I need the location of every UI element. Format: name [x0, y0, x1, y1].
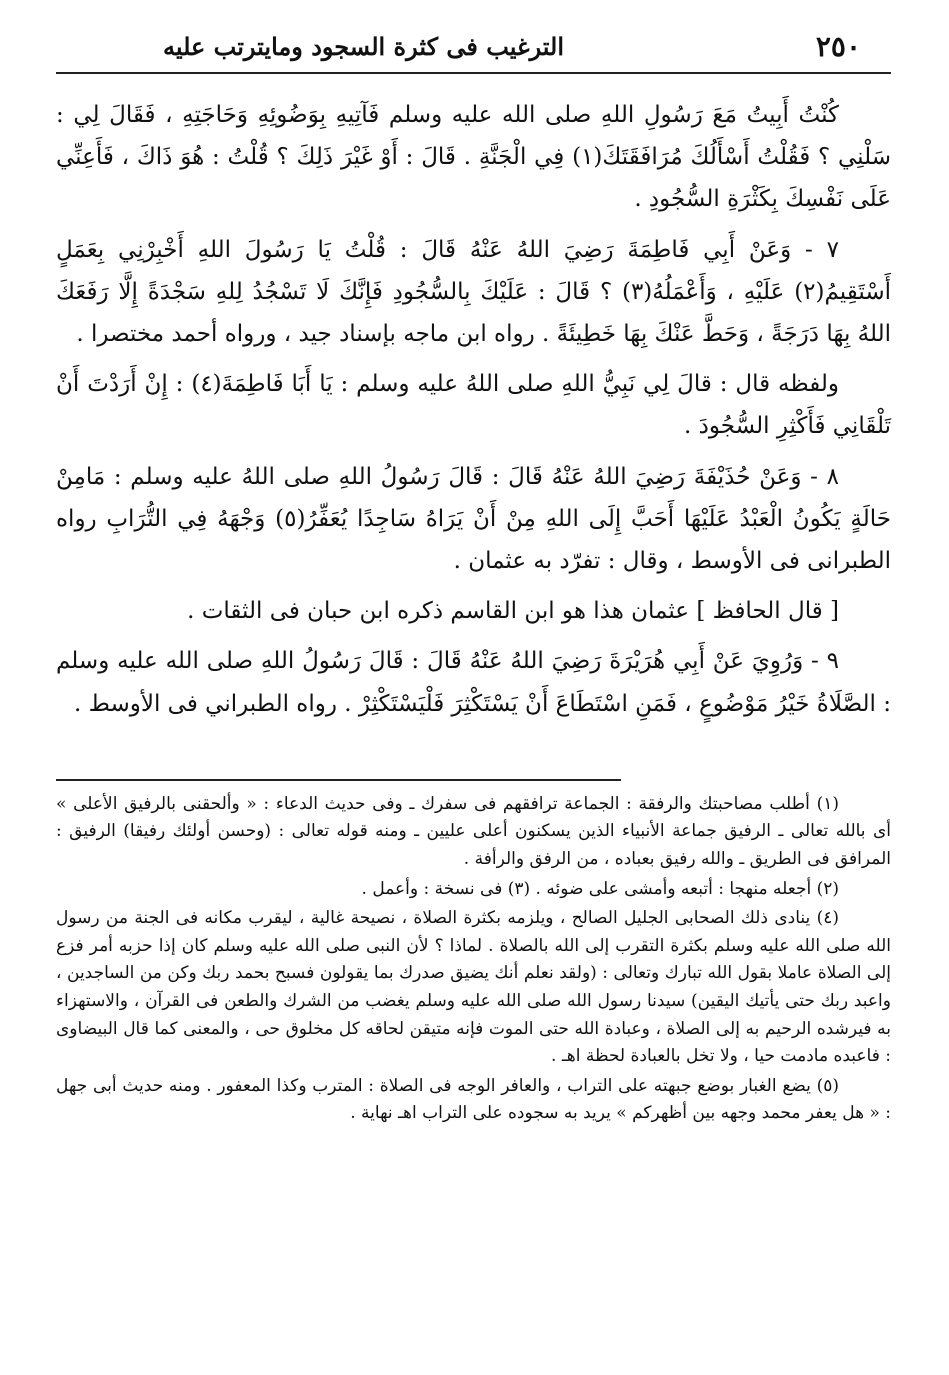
paragraph-hafiz-note: [ قال الحافظ ] عثمان هذا هو ابن القاسم ذكره ابن حبان فى الثقات . — [187, 598, 839, 625]
footnote-2-3: (٢) أجعله منهجا : أتبعه وأمشى على ضوئه . (٣) فى نسخة : وأعمل . — [361, 878, 839, 899]
page-header — [56, 24, 891, 68]
paragraph-hadith-8: ٨ - وَعَنْ حُذَيْفَةَ رَضِيَ اللهُ عَنْهُ قَالَ : قَالَ رَسُولُ اللهِ صلى اللهُ عليه وسلم : مَامِنْ حَالَةٍ يَكُونُ الْعَبْدُ عَلَيْهَا أَحَبَّ إِلَى اللهِ مِنْ أَنْ يَرَاهُ سَاجِدًا يُعَفِّرُ(٥) وَجْهَهُ فِي التُّرَابِ رواه الطبرانى فى الأوسط ، وقال : تفرّد به عثمان . — [56, 463, 891, 575]
footnote-5: (٥) يضع الغبار بوضع جبهته على التراب ، والعافر الوجه فى الصلاة : المترب وكذا المعفور . ومنه حديث أبى جهل : « هل يعفر محمد وجهه بين أظهركم » يريد به سجوده على التراب اهـ نهاية . — [56, 1075, 891, 1124]
paragraph-hadith-9: ٩ - وَرُوِيَ عَنْ أَبِي هُرَيْرَةَ رَضِيَ اللهُ عَنْهُ قَالَ : قَالَ رَسُولُ اللهِ صلى الله عليه وسلم : الصَّلَاةُ خَيْرُ مَوْضُوعٍ ، فَمَنِ اسْتَطَاعَ أَنْ يَسْتَكْثِرَ فَلْيَسْتَكْثِرْ . رواه الطبراني فى الأوسط . — [56, 648, 891, 717]
main-text — [56, 94, 891, 725]
footnote-4: (٤) ينادى ذلك الصحابى الجليل الصالح ، ويلزمه بكثرة الصلاة ، نصيحة غالية ، ليقرب مكانه فى الجنة من رسول الله صلى الله عليه وسلم بكثرة التقرب إلى الله بالصلاة . لماذا ؟ لأن النبى صلى الله عليه وسلم كان إذا حزبه أمر فزع إلى الصلاة عاملا بقول الله تبارك وتعالى : (ولقد نعلم أنك يضيق صدرك بما يقولون فسبح بحمد ربك وكن من الساجدين ، واعبد ربك حتى يأتيك اليقين) سيدنا رسول الله صلى الله عليه وسلم يغضب من الشرك والطعن فى القرآن ، والاستهزاء به فيرشده الرحيم به إلى الصلاة ، وعبادة الله حتى الموت فإنه متيقن لحاقه كل مخلوق حى ، والمعنى كما قال البيضاوى : فاعبده مادمت حيا ، ولا تخل بالعبادة لحظة اهـ . — [56, 908, 891, 1067]
header-rule — [56, 72, 891, 74]
paragraph-hadith-6-continued: كُنْتُ أَبِيتُ مَعَ رَسُولِ اللهِ صلى الله عليه وسلم فَآتِيهِ بِوَضُوئِهِ وَحَاجَتِهِ ، فَقَالَ لِي : سَلْنِي ؟ فَقُلْتُ أَسْأَلُكَ مُرَافَقَتَكَ(١) فِي الْجَنَّةِ . قَالَ : أَوْ غَيْرَ ذَلِكَ ؟ قُلْتُ : هُوَ ذَاكَ ، فَأَعِنِّي عَلَى نَفْسِكَ بِكَثْرَةِ السُّجُودِ . — [56, 102, 891, 213]
running-title: الترغيب فى كثرة السجود ومايترتب عليه — [162, 32, 565, 61]
footnote-1: (١) أطلب مصاحبتك والرفقة : الجماعة ترافقهم فى سفرك ـ وفى حديث الدعاء : « وألحقنى بالرفيق الأعلى » أى بالله تعالى ـ الرفيق جماعة الأنبياء الذين يسكنون أعلى عليين ـ ومنه قوله تعالى : (وحسن أولئك رفيقا) الرفيق : المرافق فى الطريق ـ والله رفيق بعباده ، من الرفق والرأفة . — [56, 793, 891, 870]
paragraph-hadith-7: ٧ - وَعَنْ أَبِي فَاطِمَةَ رَضِيَ اللهُ عَنْهُ قَالَ : قُلْتُ يَا رَسُولَ اللهِ أَخْبِرْنِي بِعَمَلٍ أَسْتَقِيمُ(٢) عَلَيْهِ ، وَأَعْمَلُهُ(٣) ؟ قَالَ : عَلَيْكَ بِالسُّجُودِ فَإِنَّكَ لَا تَسْجُدُ لِلهِ سَجْدَةً إِلَّا رَفَعَكَ اللهُ بِهَا دَرَجَةً ، وَحَطَّ عَنْكَ بِهَا خَطِيئَةً . رواه ابن ماجه بإسناد جيد ، ورواه أحمد مختصرا . — [56, 236, 891, 348]
footnote-rule — [56, 779, 621, 781]
page-number: ٢٥٠ — [815, 30, 861, 63]
paragraph-hadith-7-variant: ولفظه قال : قالَ لِي نَبِيُّ اللهِ صلى اللهُ عليه وسلم : يَا أَبَا فَاطِمَةَ(٤) : إِنْ أَرَدْتَ أَنْ تَلْقَانِي فَأَكْثِرِ السُّجُودَ . — [56, 371, 891, 440]
footnotes — [56, 791, 891, 1128]
